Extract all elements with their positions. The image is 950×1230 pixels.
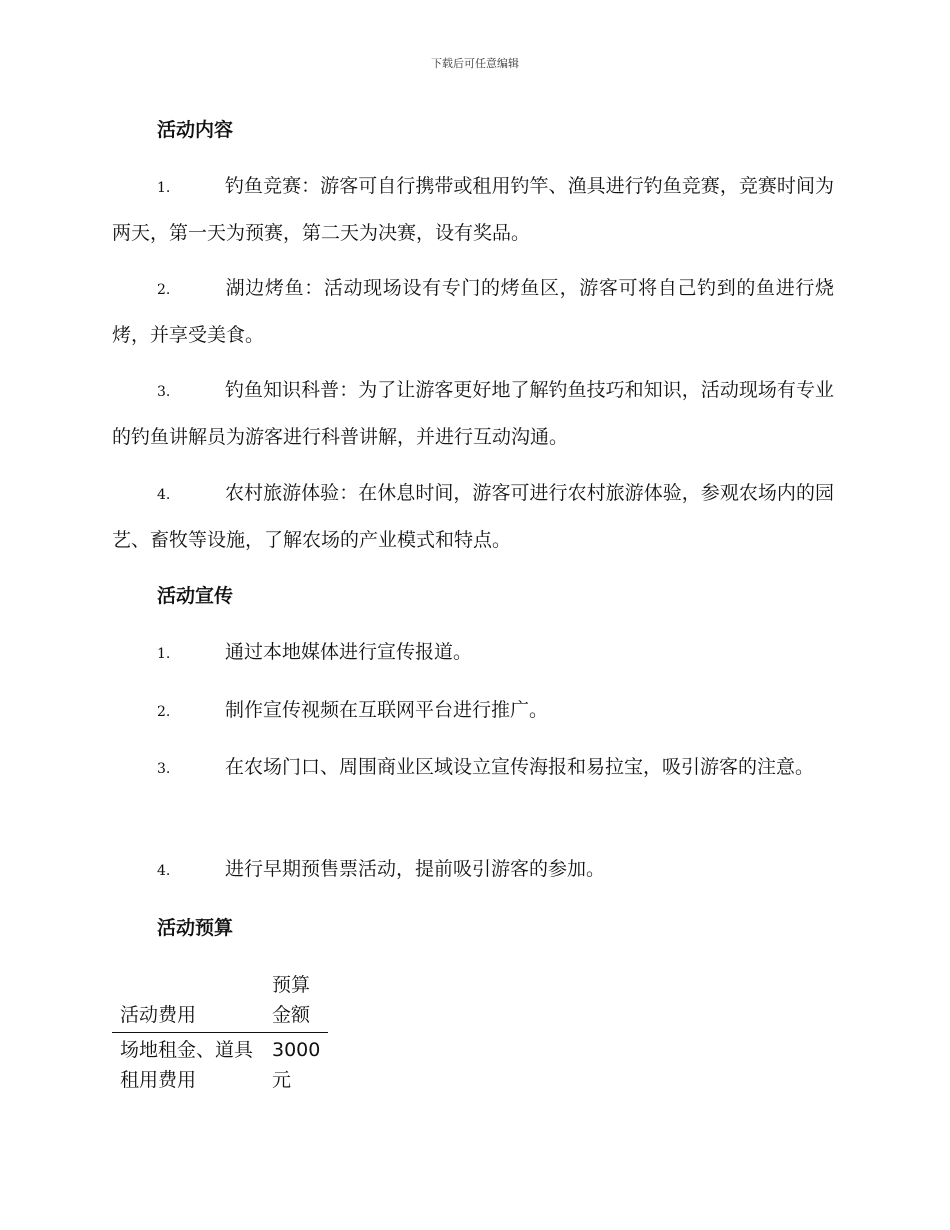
list-item-text: 进行早期预售票活动，提前吸引游客的参加。 [225,858,606,880]
promotion-item-4 [112,847,834,894]
list-item-text: 钓鱼知识科普：为了让游客更好地了解钓鱼技巧和知识，活动现场有专业的钓鱼讲解员为游客进行科普讲解，并进行互动沟通。 [112,379,834,448]
promotion-item-3 [112,745,834,792]
list-item-text: 在农场门口、周围商业区域设立宣传海报和易拉宝，吸引游客的注意。 [225,756,815,778]
list-number: 1. [157,646,171,662]
list-number: 1. [157,180,171,196]
list-number: 4. [157,863,171,879]
budget-table [112,968,328,1097]
promotion-item-1 [112,630,834,677]
section-heading-content: 活动内容 [157,119,234,141]
page-header: 下载后可任意编辑 [431,57,519,70]
list-number: 2. [157,704,171,720]
list-number: 2. [157,282,171,298]
promotion-item-2 [112,688,834,735]
list-number: 3. [157,384,171,400]
content-item-1 [112,164,834,256]
table-header-row [112,968,328,1033]
list-number: 4. [157,487,171,503]
table-header-cell: 活动费用 [112,968,264,1033]
table-cell: 场地租金、道具租用费用 [120,1039,254,1091]
content-item-2 [112,266,834,358]
list-item-text: 钓鱼竞赛：游客可自行携带或租用钓竿、渔具进行钓鱼竞赛，竞赛时间为两天，第一天为预赛，第二天为决赛，设有奖品。 [112,175,834,244]
section-heading-promotion: 活动宣传 [157,585,234,607]
list-item-text: 制作宣传视频在互联网平台进行推广。 [225,699,549,721]
content-item-4 [112,471,834,563]
list-item-text: 通过本地媒体进行宣传报道。 [225,641,473,663]
table-cell: 3000元 [272,1039,321,1091]
list-number: 3. [157,761,171,777]
table-row [112,1033,328,1098]
list-item-text: 湖边烤鱼：活动现场设有专门的烤鱼区，游客可将自己钓到的鱼进行烧烤，并享受美食。 [112,277,834,346]
section-heading-budget: 活动预算 [157,917,234,939]
list-item-text: 农村旅游体验：在休息时间，游客可进行农村旅游体验，参观农场内的园艺、畜牧等设施，了解农场的产业模式和特点。 [112,482,834,551]
content-item-3 [112,368,834,460]
table-header-cell: 预算金额 [264,968,328,1033]
